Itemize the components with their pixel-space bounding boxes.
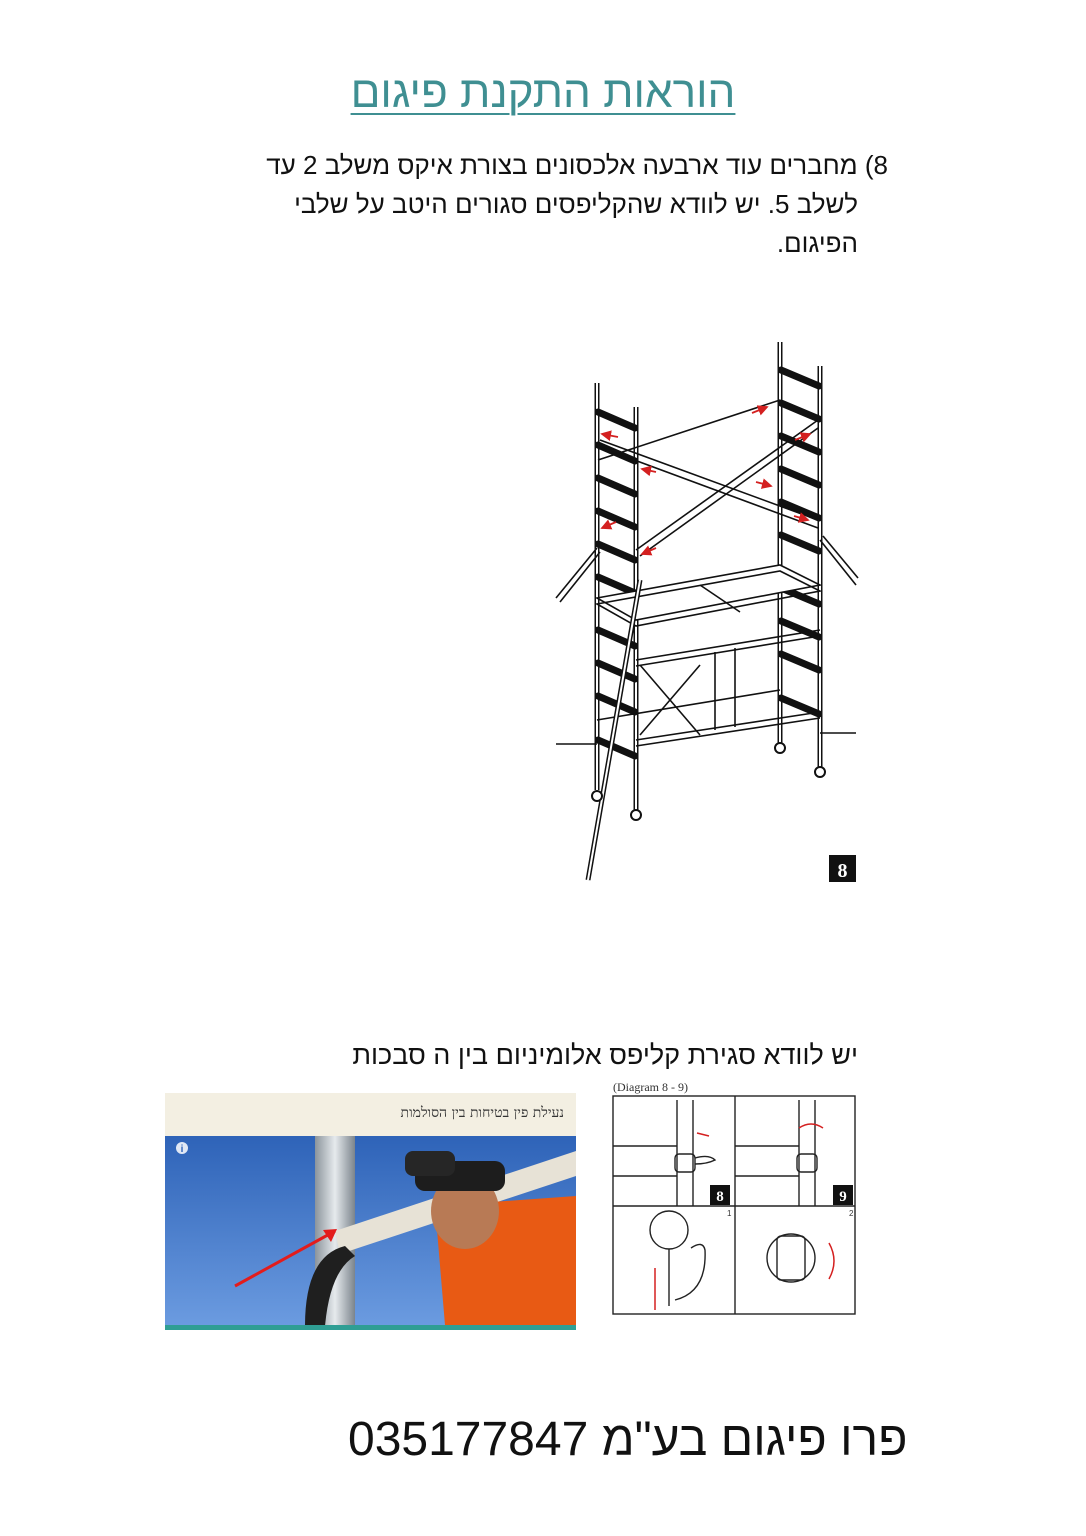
- diagram-sub-1: 1: [727, 1209, 732, 1218]
- diagram-badge-9: 9: [839, 1189, 847, 1205]
- clip-closure-note: יש לוודא סגירת קליפס אלומיניום בין ה סבכות: [352, 1040, 858, 1070]
- step-8-instructions: [198, 146, 888, 263]
- step-line-3: הפיגום.: [776, 228, 858, 258]
- step-line-2: לשלב 5. יש לוודא שהקליפסים סגורים היטב על שלבי: [294, 189, 858, 219]
- clip-diagram-8-9: [609, 1078, 859, 1318]
- company-footer: פרו פיגום בע"מ 035177847: [348, 1413, 908, 1466]
- diagram-header: (Diagram 8 - 9): [613, 1080, 688, 1094]
- photo-caption: נעילת פין בטיחות בין הסולמות: [400, 1105, 564, 1121]
- scaffold-diagram: [548, 330, 868, 890]
- figure-8-badge: 8: [837, 860, 848, 882]
- step-line-1: 8) מחברים עוד ארבעה אלכסונים בצורת איקס משלב 2 עד: [266, 150, 888, 180]
- safety-pin-photo: [165, 1093, 576, 1330]
- info-icon: i: [180, 1144, 184, 1155]
- diagram-badge-8: 8: [716, 1189, 724, 1205]
- photo-scene: [165, 1136, 576, 1325]
- diagram-sub-2: 2: [849, 1209, 854, 1218]
- page-title: הוראות התקנת פיגום: [350, 68, 736, 117]
